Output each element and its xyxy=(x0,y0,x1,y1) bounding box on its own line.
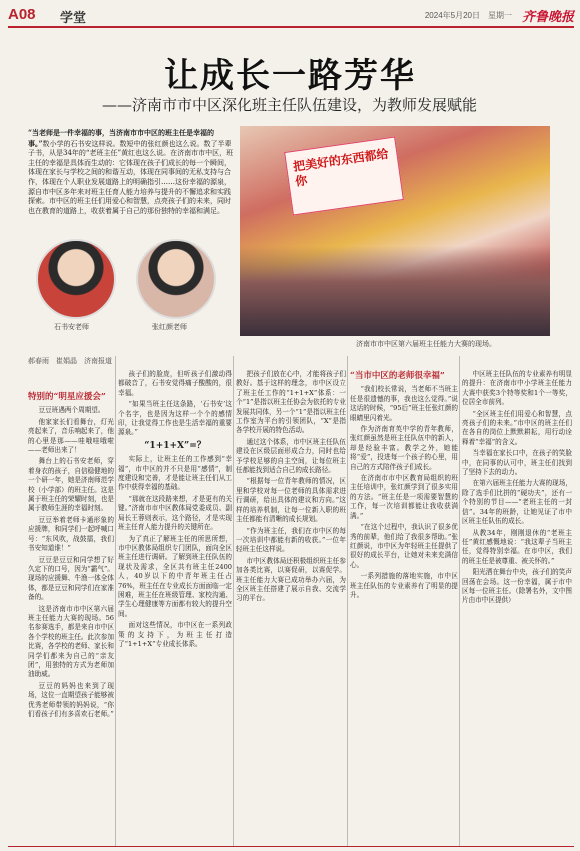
paragraph: “根据每一位青年教师的情况，区里和学校对每一位老师的具体需求进行调研，给出具体的建议和方向。”这样的培养机制，让每一位新入职的班主任都能有清晰的成长规划。 xyxy=(236,477,346,524)
issue-date: 2024年5月20日 星期一 xyxy=(424,11,512,20)
column-4 xyxy=(350,370,458,602)
paragraph: 豆豆举着老师卡通形象的应援牌，和同学们一起呼喊口号：“东风吹，战鼓擂，我们书安知道谁！” xyxy=(28,515,114,553)
main-photo xyxy=(240,126,550,336)
paragraph: 当幸福在家长口中，在孩子的笑脸中，在同事的认可中，班主任们找到了坚持下去的动力。 xyxy=(462,449,572,477)
section-heading: 特别的“明星应援会” xyxy=(28,392,106,402)
teacher-portrait-2 xyxy=(136,239,216,319)
portrait-caption-2: 张红颜老师 xyxy=(152,323,187,331)
paragraph: 中区班主任队伍的专业素养有明显的提升：在济南市中小学班主任能力大赛中获奖3个特等奖和1个一等奖，位居全市前列。 xyxy=(462,370,572,407)
paragraph: 从教34年，刚刚退休的“老班主任”黄红感慨地说：“我这辈子当班主任，觉得特别幸福。在市中区，我们的班主任是被尊重、被关怀的。” xyxy=(462,528,572,565)
column-1 xyxy=(28,393,114,721)
article-title: 让成长一路芳华 xyxy=(164,56,416,96)
lead-body: 数小学的石书安这样说。数短中的张红颜也这么说。数了半辈子书，从是34年的“老班主任”黄红也这么说。在济南市市中区，班主任的幸福是具体而生动的：它体现在孩子们成长的每一个瞬间，体现在家长与学校之间的和谐互动，体现在同事间的无私支持与合作，体现在个人职业发展道路上的明确指引……这份幸福的源泉，源自市中区多年来对班主任育人能力培养与提升的不懈追求和实践探索。市中区的班主任们用爱心和智慧，点亮孩子们的未来，同时也在教育的道路上，收获着属于自己的那份独特的幸福和满足。 xyxy=(28,139,234,215)
paragraph: 阳光洒在舞台中央，孩子们的笑声回荡在会场。这一份幸福，属于市中区每一位班主任。（除署名外，文中图片由市中区提供） xyxy=(462,568,572,605)
portrait-caption-1: 石书安老师 xyxy=(54,323,89,331)
byline: 郝春雨 崔娟晶 济南报道 xyxy=(28,357,112,365)
photo-banner: 把美好的东西都给你 xyxy=(284,137,404,216)
paragraph: “我们校长常说，当老师不当班主任是很遗憾的事，我也这么觉得。”说这话的时候，“95后”班主任张红颜的眼睛里闪着光。 xyxy=(350,385,458,422)
column-5 xyxy=(462,370,572,608)
paragraph: “全区班主任们用爱心和智慧，点亮孩子们的未来。”市中区的班主任们在各自的岗位上默默耕耘，用行动诠释着“幸福”的含义。 xyxy=(462,409,572,446)
paragraph: “那就在这段路来想，才是更有的关键。”济南市市中区教体局党委成员、副局长王蓉则表示，这个路径，才是实现班主任育人能力提升的关键所在。 xyxy=(118,494,232,532)
paragraph: 在济南市市中区教育局组织的班主任培训中，张红颜学到了很多实用的方法。“班主任是一项需要智慧的工作，每一次培训都能让我收获满满。” xyxy=(350,474,458,520)
main-photo-caption: 济南市市中区第六届班主任能力大赛的现场。 xyxy=(356,340,496,348)
paragraph: 这是济南市市中区第六届班主任能力大赛的现场。56名参赛选手，都是来自市中区各个学校的班主任。此次参加比赛，各学校的老师、家长和同学们都来为自己的“亲友团”，用独特的方式为老师加油助威。 xyxy=(28,604,114,679)
paragraph: 舞台上的石书安老师，穿着身衣的孩子，自信稳健地的一个研一年，她是济南师范学校（小学部）的班主任。这是属于班主任的荣耀时刻，也是属于教师生涯的幸福时刻。 xyxy=(28,457,114,513)
column-divider xyxy=(347,356,348,846)
paragraph: 一系列措施的落地实施，市中区班主任队伍的专业素养有了明显的提升。 xyxy=(350,572,458,599)
column-2 xyxy=(118,370,232,651)
article-lead xyxy=(28,128,234,216)
paragraph: 为了真正了解班主任的所思所想，市中区教体局组织专门团队，面向全区班主任进行调研。了解到班主任队伍的现状及需求，全区共有班主任2400人，40岁以下的中青年班主任占76%，班主任在专业成长方面面临一定困难，班主任在班级管理、家校沟通、学生心理健康等方面都有较大的提升空间。 xyxy=(118,534,232,618)
paragraph: “作为班主任，我们在市中区的每一次培训中都能有新的收获。”一位年轻班主任这样说。 xyxy=(236,526,346,554)
photo-crowd xyxy=(240,246,550,336)
paragraph: 通过这个体系，市中区班主任队伍建设在区级层面形成合力，同时也给予学校足够的自主空间，让每位班主任都能找到适合自己的成长路径。 xyxy=(236,437,346,475)
paragraph: “如果当班主任这条路，‘石书安’这个名字，也是因为这样一个个的感情印，让我觉得工作也是生活幸福的重要源泉。” xyxy=(118,400,232,437)
paragraph: 豆豆的妈妈也来到了现场，这位一直期望孩子能够被优秀老师带领的妈妈说，“你们看孩子们有多喜欢石老师。” xyxy=(28,681,114,718)
section-heading: “1+1+X”=？ xyxy=(144,440,206,451)
paragraph: 孩子们的脸庞，但听孩子们激动得都破音了，石书安觉得痛子酸酸的，很幸福。 xyxy=(118,370,232,397)
newspaper-logo: 齐鲁晚报 xyxy=(521,10,574,25)
paragraph: “在这个过程中，我认识了很多优秀的前辈，他们给了我很多帮助。”张红颜说，市中区为年轻班主任提供了很好的成长平台，让她对未来充满信心。 xyxy=(350,523,458,569)
section-name: 学堂 xyxy=(60,11,87,26)
paragraph: 实际上，让班主任的工作感到“幸福”，市中区的并不只是用“感情”，制度建设和完善，才是能让班主任们从工作中获得幸福的基础。 xyxy=(118,455,232,492)
paragraph: 市中区教体局还积极组织班主任参加各类比赛，以赛促研，以赛促学。班主任能力大赛已成功举办六届，为全区班主任搭建了展示自我、交流学习的平台。 xyxy=(236,556,346,603)
page-number: A08 xyxy=(8,6,36,23)
paragraph: 面对这些情况，市中区在一系列政策的支持下，为班主任打造了“1+1+X”专业成长体系。 xyxy=(118,621,232,648)
column-divider xyxy=(115,356,116,846)
teacher-portrait-1 xyxy=(36,239,116,319)
lead-quote: “当老师是一件幸福的事，当济南市市中区的班主任是幸福的事。” xyxy=(28,128,215,148)
footer-rule xyxy=(8,846,574,847)
paragraph: 作为济南育英中学的青年教师，张红颜虽然是班主任队伍中的新人，却是经验丰富。教学之外，她能将“爱”，投进每一个孩子的心里，用自己的方式陪伴孩子们成长。 xyxy=(350,425,458,471)
section-heading: “当市中区的老师很幸福” xyxy=(350,371,445,381)
paragraph: 豆豆是豆豆和同学想了好久定下的口号，因为“霸气”。现场的应援舞、牛渔一体全体体，都是豆豆和同学们在家准备的。 xyxy=(28,555,114,602)
column-divider xyxy=(459,356,460,846)
article-subtitle: ——济南市市中区深化班主任队伍建设，为教师发展赋能 xyxy=(102,96,478,114)
column-divider xyxy=(233,356,234,846)
paragraph: 豆豆班遇两个周期望。 xyxy=(38,406,105,415)
paragraph: 把孩子们放在心中，才能将孩子们教好。基于这样的理念，市中区设立了班主任工作的“1+1+X”体系：一个“1”是指以班主任协会为依托的专业发展共同体，另一个“1”是指以班主任工作室为平台的引领团队，“X”是指各学校开展的特色活动。 xyxy=(236,370,346,435)
page-header xyxy=(8,6,574,28)
column-3 xyxy=(236,370,346,606)
paragraph: 在第六届班主任能力大赛的现场，除了选手们比拼的“硬功夫”，还有一个特别的节目——“老班主任的一封信”。34年的班龄，让她见证了市中区班主任队伍的成长。 xyxy=(462,479,572,526)
paragraph: 他家家长们看舞台，灯光亮起来了，音乐响起来了，他的心里是那——哇哦哇哦啦——老师出来了！ xyxy=(28,417,114,455)
